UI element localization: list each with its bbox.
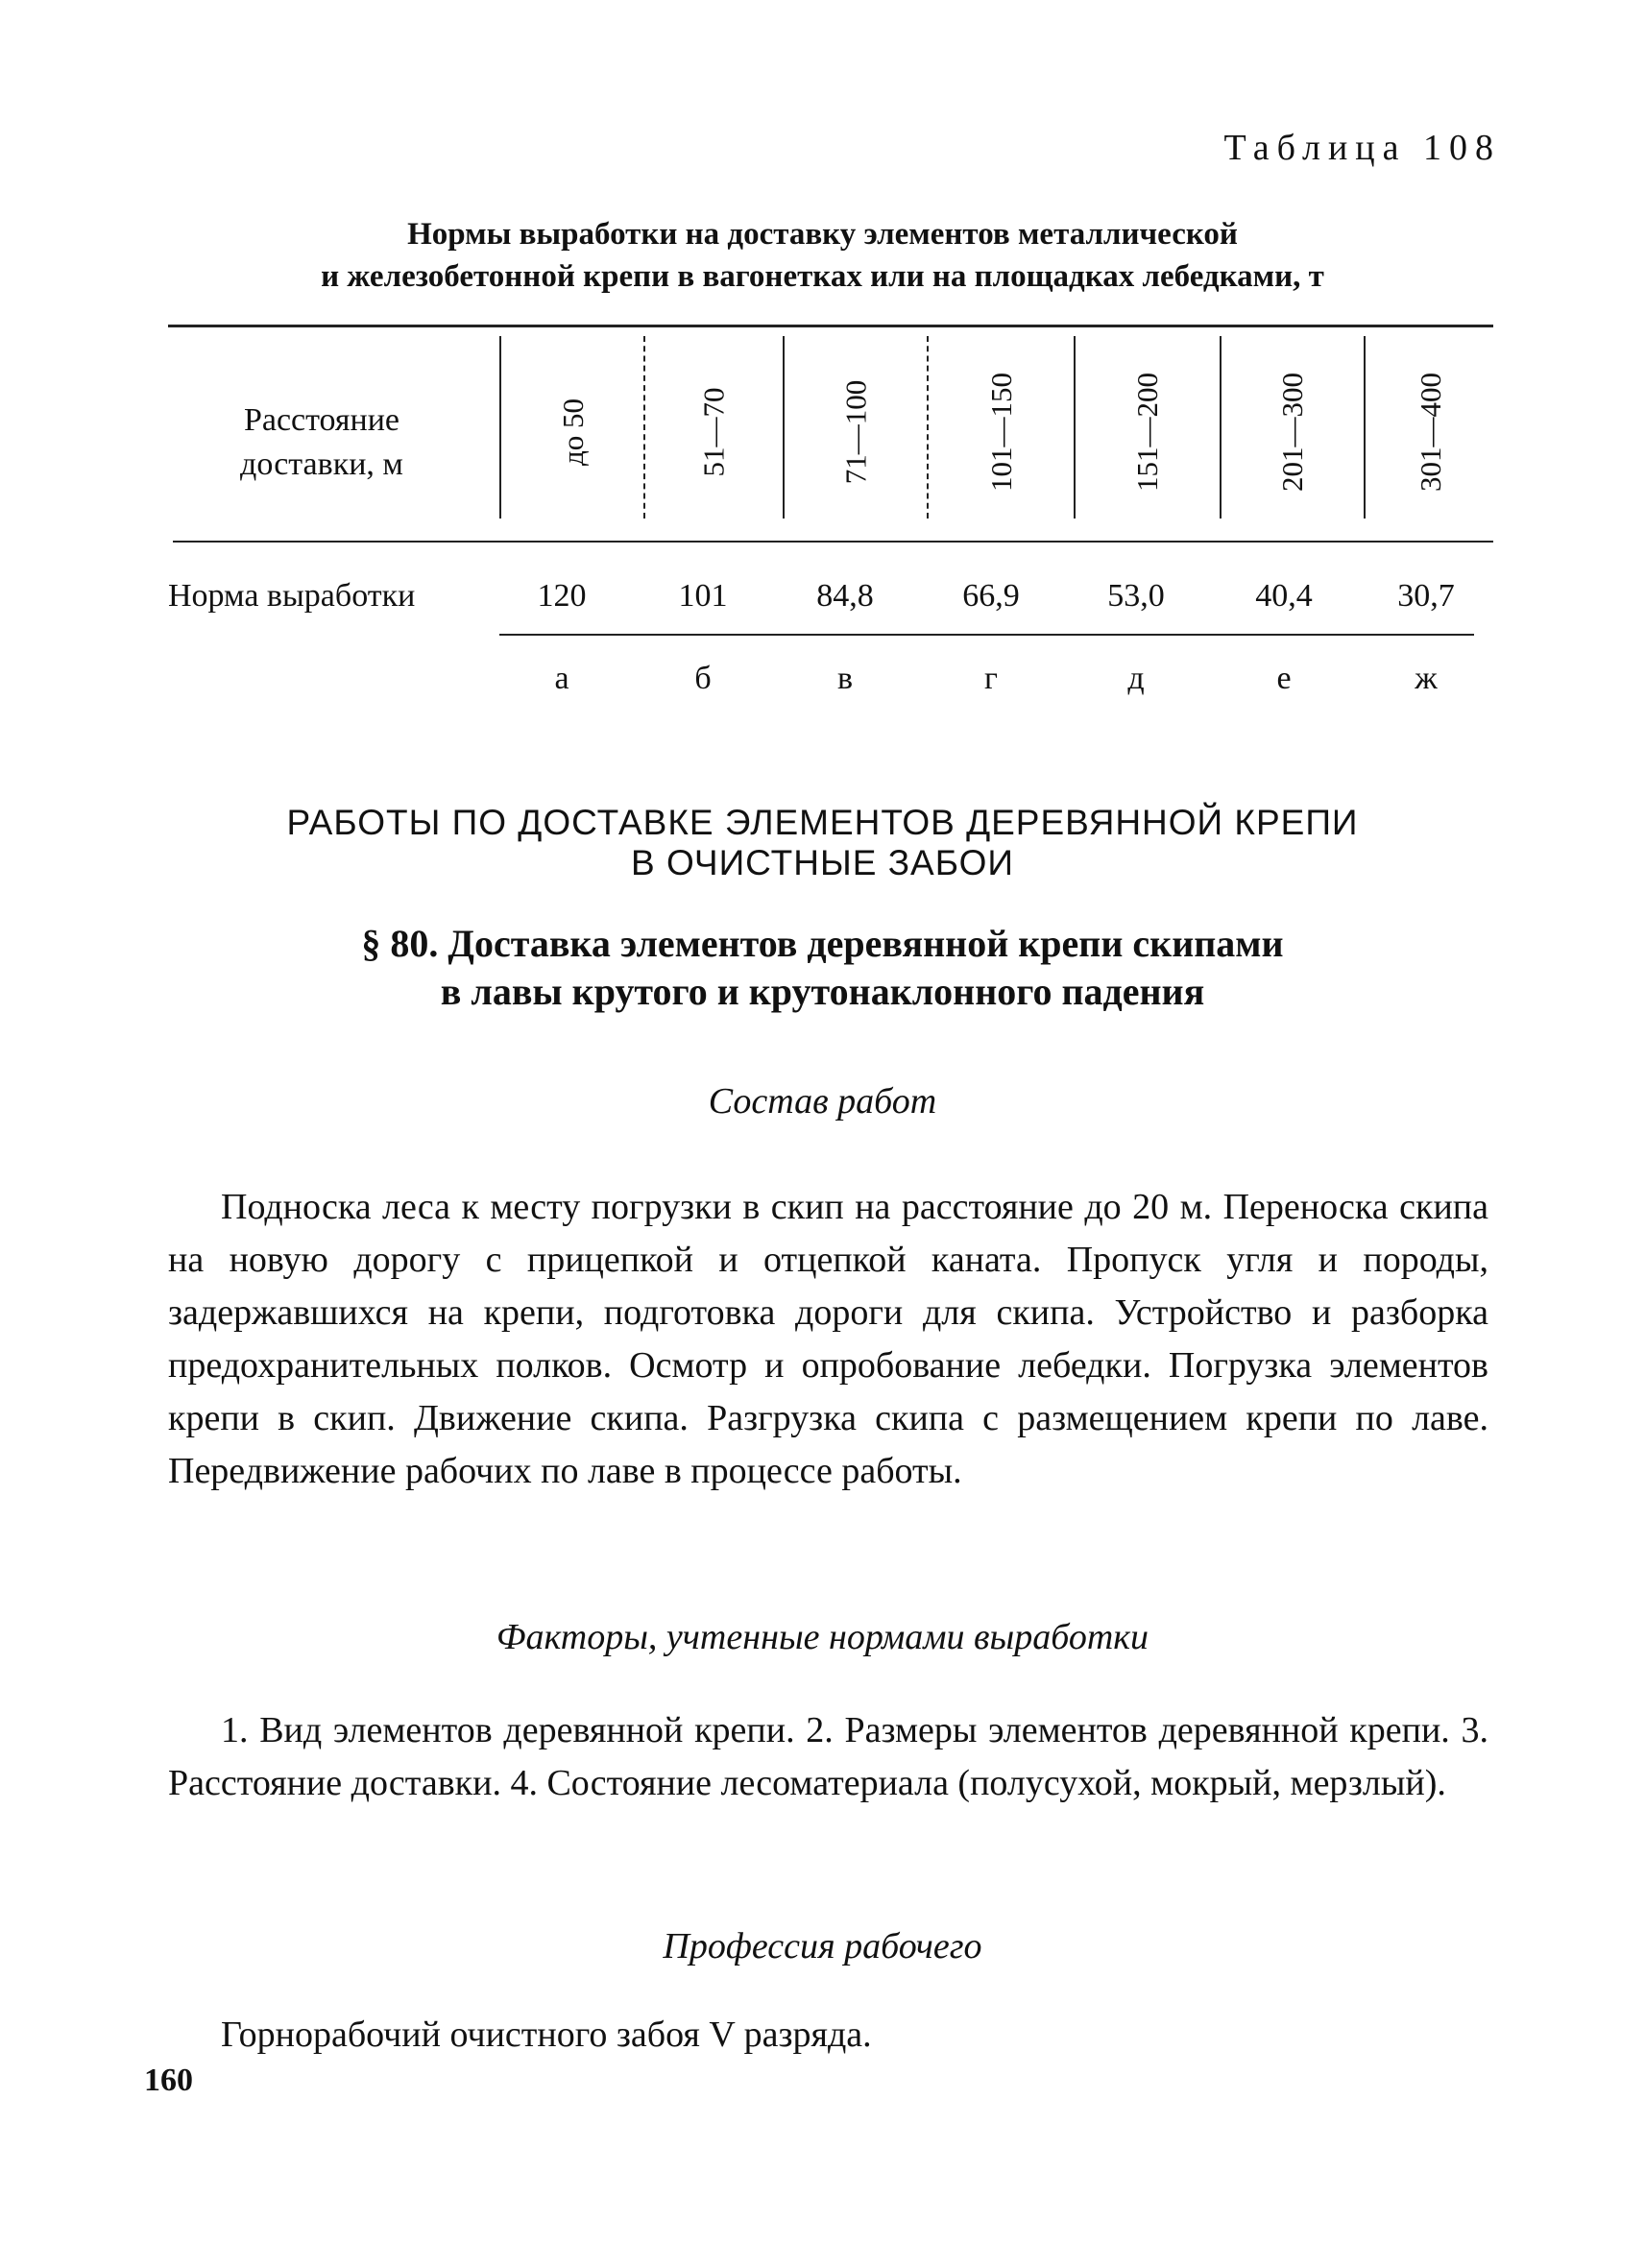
page-number: 160 xyxy=(144,2063,193,2098)
section-heading xyxy=(0,803,1645,883)
table-cell: 66,9 xyxy=(962,578,1020,614)
table-header-rule xyxy=(173,541,1493,543)
row-label: Норма выработки xyxy=(168,578,416,614)
column-letter: ж xyxy=(1415,661,1438,696)
composition-heading: Состав работ xyxy=(708,1081,937,1122)
column-header xyxy=(785,336,927,528)
table-cell: 84,8 xyxy=(816,578,874,614)
column-header-label: 151—200 xyxy=(1130,373,1164,492)
column-letter: е xyxy=(1276,661,1292,696)
column-header-label: до 50 xyxy=(556,398,591,467)
header-label-line-1: Расстояние xyxy=(243,402,400,438)
column-header xyxy=(1076,336,1220,528)
column-header xyxy=(929,336,1074,528)
factors-text: 1. Вид элементов деревянной крепи. 2. Размеры элементов деревянной крепи. 3. Расстояние доставки. 4. Состояние лесоматериала (полусухой, мокрый, мерзлый). xyxy=(168,1710,1488,1803)
header-label-line-2: доставки, м xyxy=(240,446,403,482)
composition-text: Подноска леса к месту погрузки в скип на расстояние до 20 м. Переноска скипа на новую дорогу с прицепкой и отцепкой каната. Пропуск угля и породы, задержавшихся на крепи, подготовка дороги для скипа. Устройство и разборка предохранительных полков. Осмотр и опробование лебедки. Погрузка элементов крепи в скип. Движение скипа. Разгрузка скипа с размещением крепи по лаве. Передвижение рабочих по лаве в процессе работы. xyxy=(168,1187,1488,1491)
column-header xyxy=(1222,336,1364,528)
table-cell: 120 xyxy=(537,578,587,614)
table-cell: 40,4 xyxy=(1255,578,1313,614)
section-heading-line-2: В ОЧИСТНЫЕ ЗАБОИ xyxy=(631,843,1014,882)
factors-heading: Факторы, учтенные нормами выработки xyxy=(496,1617,1149,1657)
column-header-label: 71—100 xyxy=(838,379,872,485)
table-title-line-2: и железобетонной крепи в вагонетках или на площадках лебедками, т xyxy=(321,259,1324,294)
table-title-line-1: Нормы выработки на доставку элементов металлической xyxy=(407,217,1238,252)
profession-text: Горнорабочий очистного забоя V разряда. xyxy=(221,2015,872,2055)
column-header-label: 201—300 xyxy=(1275,373,1309,492)
paragraph-title xyxy=(0,920,1645,1016)
column-separator xyxy=(499,336,501,519)
header-label xyxy=(163,398,480,487)
profession-heading: Профессия рабочего xyxy=(663,1926,982,1966)
paragraph-title-line-1: § 80. Доставка элементов деревянной крепи скипами xyxy=(361,922,1284,965)
column-header-label: 301—400 xyxy=(1413,373,1447,492)
table-cell: 30,7 xyxy=(1397,578,1455,614)
column-header xyxy=(504,336,643,528)
column-letter: в xyxy=(836,661,854,696)
column-header xyxy=(645,336,783,528)
table-top-rule xyxy=(168,325,1493,327)
column-letter: б xyxy=(694,661,712,696)
paragraph-title-line-2: в лавы крутого и крутонаклонного падения xyxy=(440,970,1205,1013)
column-letter: г xyxy=(984,661,998,696)
table-cell: 101 xyxy=(678,578,728,614)
table-cell: 53,0 xyxy=(1107,578,1165,614)
table-title xyxy=(0,213,1645,298)
table-label: Таблица 108 xyxy=(1223,128,1501,168)
column-header-label: 101—150 xyxy=(983,373,1018,492)
table-values-rule xyxy=(499,634,1474,636)
column-letter: д xyxy=(1127,661,1145,696)
section-heading-line-1: РАБОТЫ ПО ДОСТАВКЕ ЭЛЕМЕНТОВ ДЕРЕВЯННОЙ КРЕПИ xyxy=(286,803,1359,842)
column-header xyxy=(1366,336,1495,528)
column-header-label: 51—70 xyxy=(696,387,731,477)
column-letter: а xyxy=(554,661,569,696)
